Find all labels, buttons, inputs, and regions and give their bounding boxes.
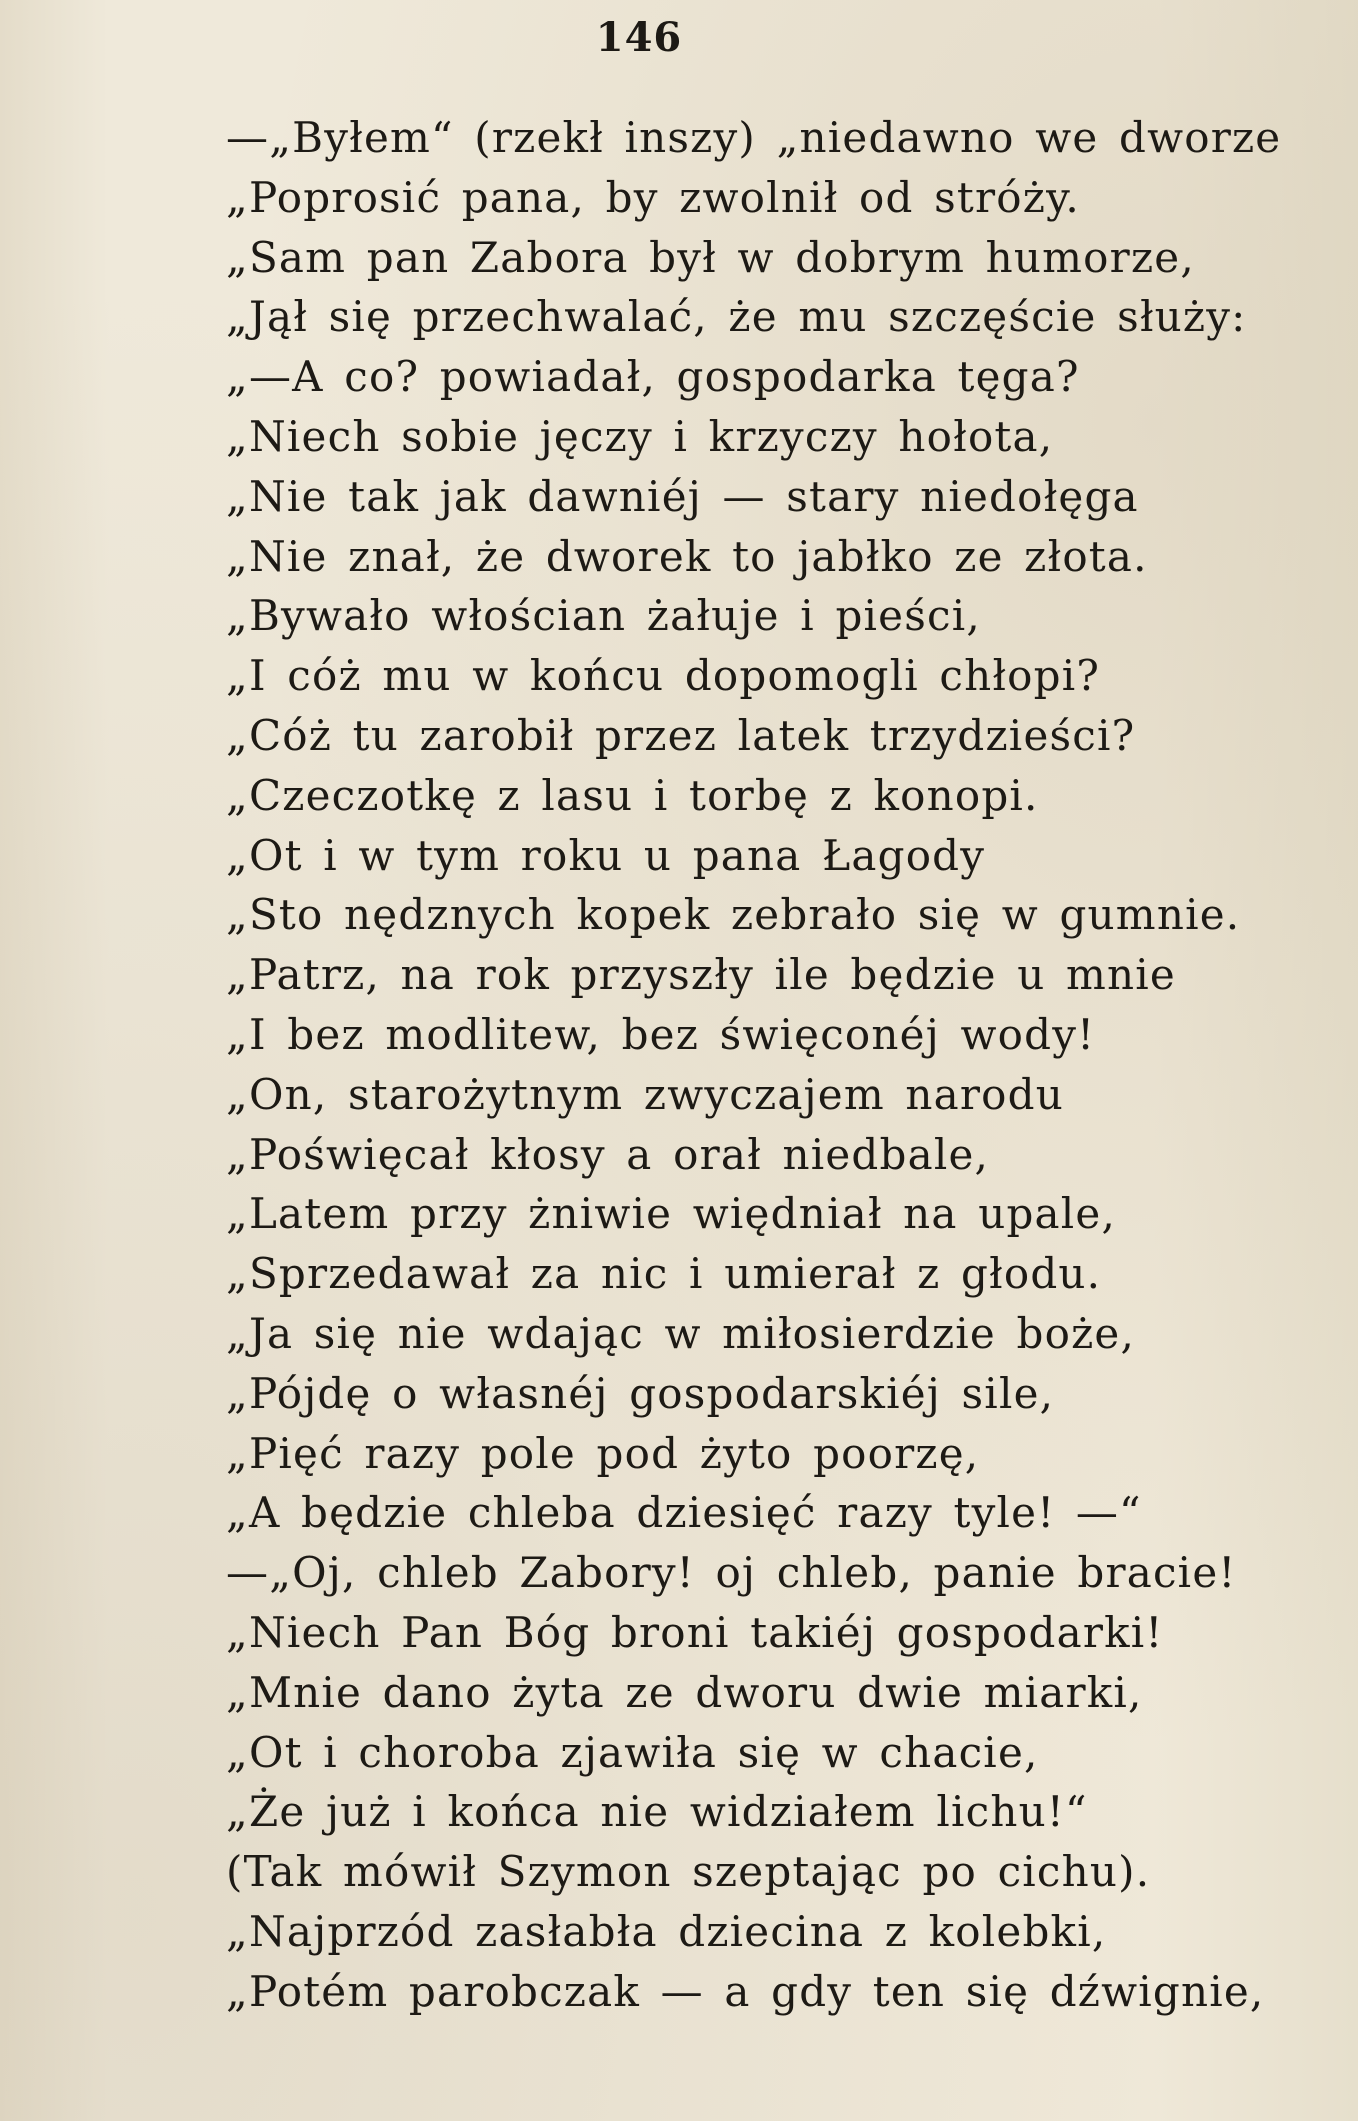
poem-line: „Potém parobczak — a gdy ten się dźwignie, bbox=[226, 1966, 1265, 2016]
poem-line: „Ot i w tym roku u pana Łagody bbox=[226, 830, 986, 880]
poem-line: „Nie znał, że dworek to jabłko ze złota. bbox=[226, 531, 1148, 581]
poem-line: „Pójdę o własnéj gospodarskiéj sile, bbox=[226, 1368, 1055, 1418]
poem-line: „Nie tak jak dawniéj — stary niedołęga bbox=[226, 471, 1139, 521]
poem-line: —„Oj, chleb Zabory! oj chleb, panie bracie! bbox=[226, 1548, 1237, 1598]
poem-line: „Bywało włościan żałuje i pieści, bbox=[226, 591, 981, 641]
poem-text bbox=[226, 108, 1336, 2022]
poem-line: „Latem przy żniwie więdniał na upale, bbox=[226, 1189, 1117, 1239]
poem-line: „—A co? powiadał, gospodarka tęga? bbox=[226, 352, 1080, 402]
poem-line: —„Byłem“ (rzekł inszy) „niedawno we dworze bbox=[226, 113, 1282, 162]
poem-line: „A będzie chleba dziesięć razy tyle! —“ bbox=[226, 1488, 1142, 1538]
poem-line: „Że już i końca nie widziałem lichu!“ bbox=[226, 1787, 1088, 1837]
poem-line: „Ja się nie wdając w miłosierdzie boże, bbox=[226, 1308, 1136, 1358]
poem-line: „Jął się przechwalać, że mu szczęście służy: bbox=[226, 292, 1247, 342]
poem-line: (Tak mówił Szymon szeptając po cichu). bbox=[226, 1847, 1151, 1897]
poem-line: „Cóż tu zarobił przez latek trzydzieści? bbox=[226, 710, 1136, 760]
poem-line: „Poświęcał kłosy a orał niedbale, bbox=[226, 1129, 990, 1179]
poem-line: „Najprzód zasłabła dziecina z kolebki, bbox=[226, 1906, 1107, 1956]
poem-line: „On, starożytnym zwyczajem narodu bbox=[226, 1069, 1065, 1119]
poem-line: „Niech sobie jęczy i krzyczy hołota, bbox=[226, 411, 1054, 461]
poem-line: „Ot i choroba zjawiła się w chacie, bbox=[226, 1727, 1039, 1777]
poem-line: „Mnie dano żyta ze dworu dwie miarki, bbox=[226, 1667, 1143, 1717]
poem-line: „Niech Pan Bóg broni takiéj gospodarki! bbox=[226, 1607, 1164, 1657]
poem-line: „Sto nędznych kopek zebrało się w gumnie. bbox=[226, 890, 1241, 940]
poem-line: „I cóż mu w końcu dopomogli chłopi? bbox=[226, 651, 1101, 701]
poem-line: „Sprzedawał za nic i umierał z głodu. bbox=[226, 1249, 1102, 1299]
poem-line: „I bez modlitew, bez święconéj wody! bbox=[226, 1009, 1096, 1059]
poem-line: „Patrz, na rok przyszły ile będzie u mnie bbox=[226, 950, 1176, 1000]
page-number: 146 bbox=[595, 14, 683, 61]
poem-line: „Czeczotkę z lasu i torbę z konopi. bbox=[226, 770, 1039, 820]
poem-line: „Sam pan Zabora był w dobrym humorze, bbox=[226, 232, 1195, 282]
poem-line: „Poprosić pana, by zwolnił od stróży. bbox=[226, 172, 1080, 222]
poem-line: „Pięć razy pole pod żyto poorzę, bbox=[226, 1428, 980, 1478]
